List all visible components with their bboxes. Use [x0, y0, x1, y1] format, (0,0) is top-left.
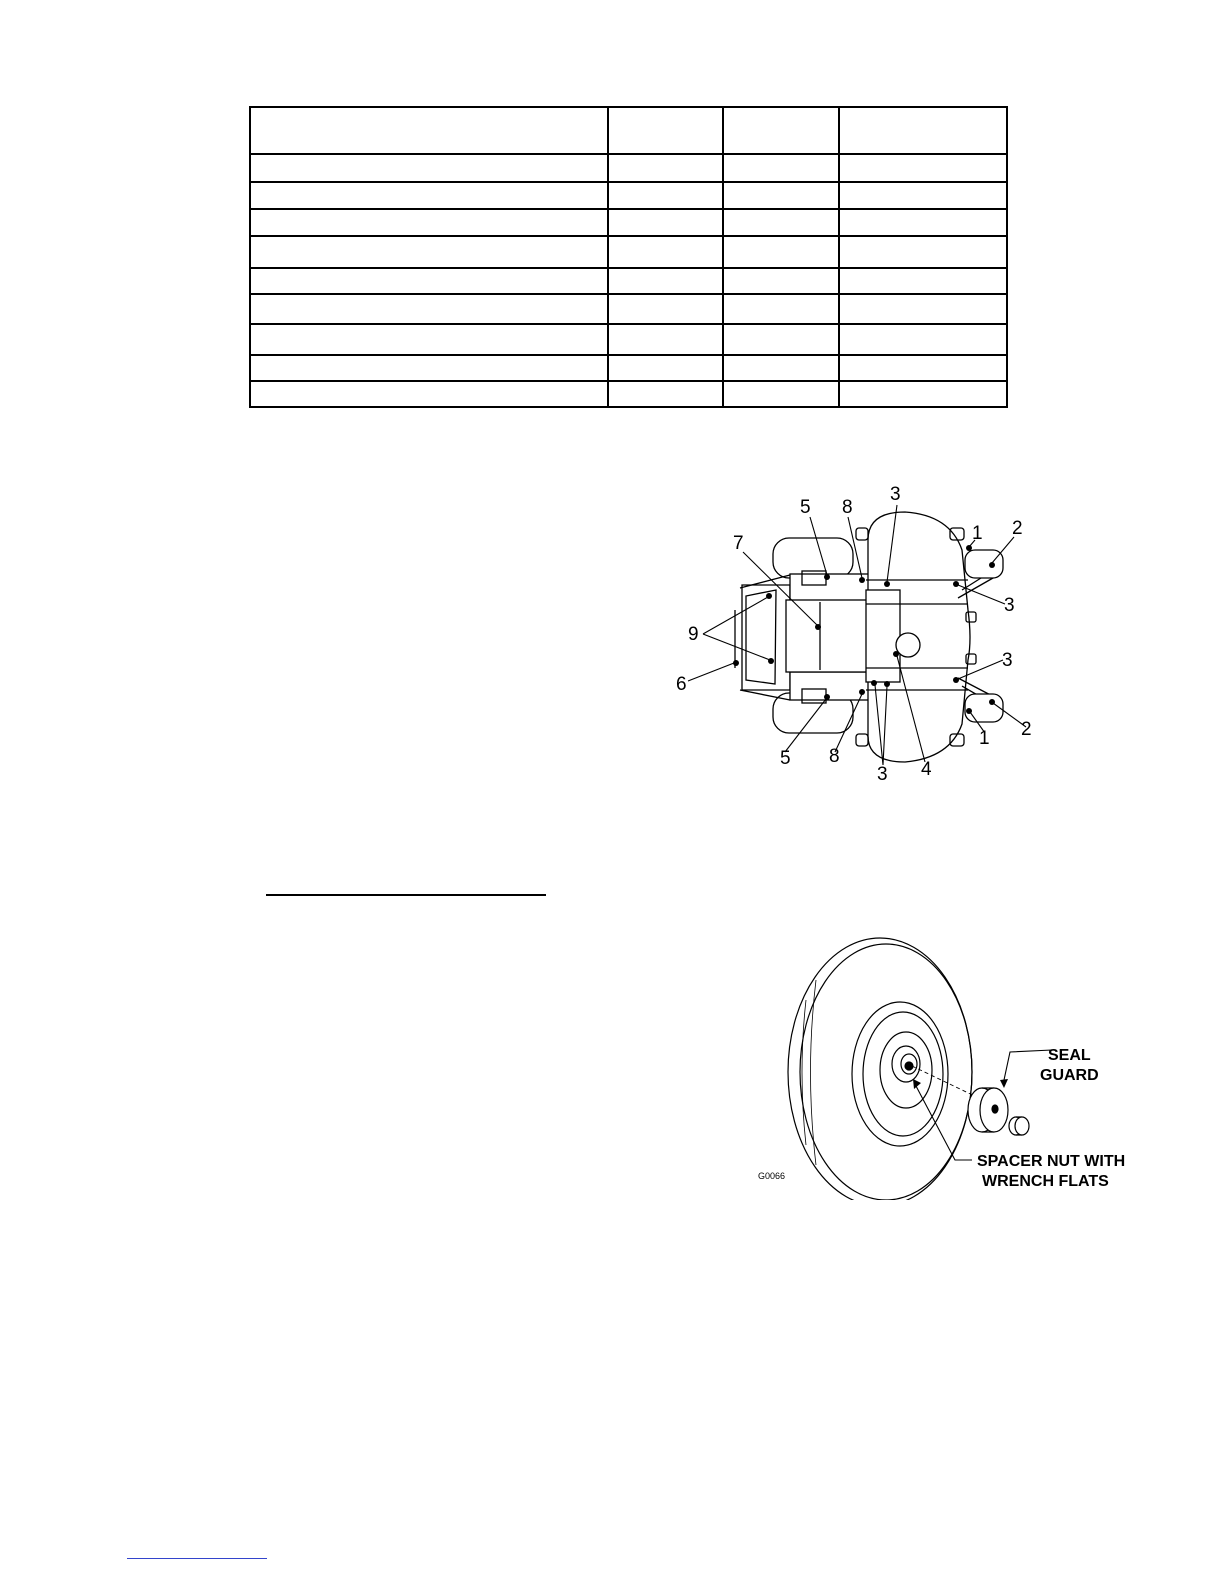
table-cell: [839, 182, 1007, 209]
table-cell: [250, 107, 608, 154]
table-cell: [250, 209, 608, 236]
table-cell: [608, 381, 723, 407]
figure-code: G0066: [758, 1171, 786, 1181]
lubrication-table: [249, 106, 1008, 408]
spacer-nut-label-line2: WRENCH FLATS: [982, 1173, 1109, 1190]
table-cell: [723, 154, 839, 182]
table-cell: [839, 324, 1007, 355]
table-row: [250, 236, 1007, 268]
callout-number: 3: [890, 484, 901, 505]
callout-number: 8: [829, 746, 840, 767]
table-cell: [250, 294, 608, 324]
table-cell: [608, 154, 723, 182]
table-cell: [839, 236, 1007, 268]
table-row: [250, 182, 1007, 209]
wheel-seal-guard-diagram: [750, 930, 1130, 1200]
table-cell: [839, 294, 1007, 324]
table-cell: [608, 182, 723, 209]
table-cell: [723, 381, 839, 407]
table-cell: [250, 381, 608, 407]
callout-number: 3: [877, 764, 888, 785]
table-row: [250, 268, 1007, 294]
callout-number: 7: [733, 533, 744, 554]
callout-number: 2: [1021, 719, 1032, 740]
table-cell: [250, 324, 608, 355]
table-row: [250, 294, 1007, 324]
table-cell: [250, 236, 608, 268]
table-row: [250, 381, 1007, 407]
table-cell: [723, 236, 839, 268]
table-cell: [250, 268, 608, 294]
callout-number: 4: [921, 759, 932, 780]
table-cell: [839, 355, 1007, 381]
lubrication-points-diagram: [670, 482, 1050, 792]
callout-number: 1: [979, 728, 990, 749]
footer-link-underline[interactable]: [127, 1558, 267, 1559]
table-row: [250, 355, 1007, 381]
spacer-nut-label-line1: SPACER NUT WITH: [977, 1153, 1126, 1170]
table-cell: [608, 107, 723, 154]
table-cell: [250, 182, 608, 209]
section-heading-underline: [266, 894, 546, 896]
table-cell: [608, 355, 723, 381]
callout-number: 3: [1002, 650, 1013, 671]
callout-number: 1: [972, 523, 983, 544]
callout-number: 5: [780, 748, 791, 769]
table-cell: [250, 154, 608, 182]
table-cell: [250, 355, 608, 381]
table-row: [250, 209, 1007, 236]
table-row: [250, 324, 1007, 355]
table-cell: [608, 324, 723, 355]
table-cell: [723, 268, 839, 294]
callout-number: 5: [800, 497, 811, 518]
table-cell: [723, 209, 839, 236]
table-cell: [723, 355, 839, 381]
callout-number: 9: [688, 624, 699, 645]
table-header-row: [250, 107, 1007, 154]
callout-number: 6: [676, 674, 687, 695]
table-cell: [723, 107, 839, 154]
table-cell: [723, 324, 839, 355]
table-cell: [839, 381, 1007, 407]
table-cell: [608, 236, 723, 268]
table-cell: [723, 182, 839, 209]
table-row: [250, 154, 1007, 182]
callout-number: 8: [842, 497, 853, 518]
callout-number: 2: [1012, 518, 1023, 539]
table-cell: [839, 209, 1007, 236]
table-cell: [608, 294, 723, 324]
seal-guard-label-line1: SEAL: [1048, 1047, 1091, 1064]
table-cell: [839, 107, 1007, 154]
table-cell: [723, 294, 839, 324]
table-cell: [608, 209, 723, 236]
table-cell: [839, 154, 1007, 182]
table-cell: [608, 268, 723, 294]
table-cell: [839, 268, 1007, 294]
seal-guard-label-line2: GUARD: [1040, 1067, 1099, 1084]
callout-number: 3: [1004, 595, 1015, 616]
